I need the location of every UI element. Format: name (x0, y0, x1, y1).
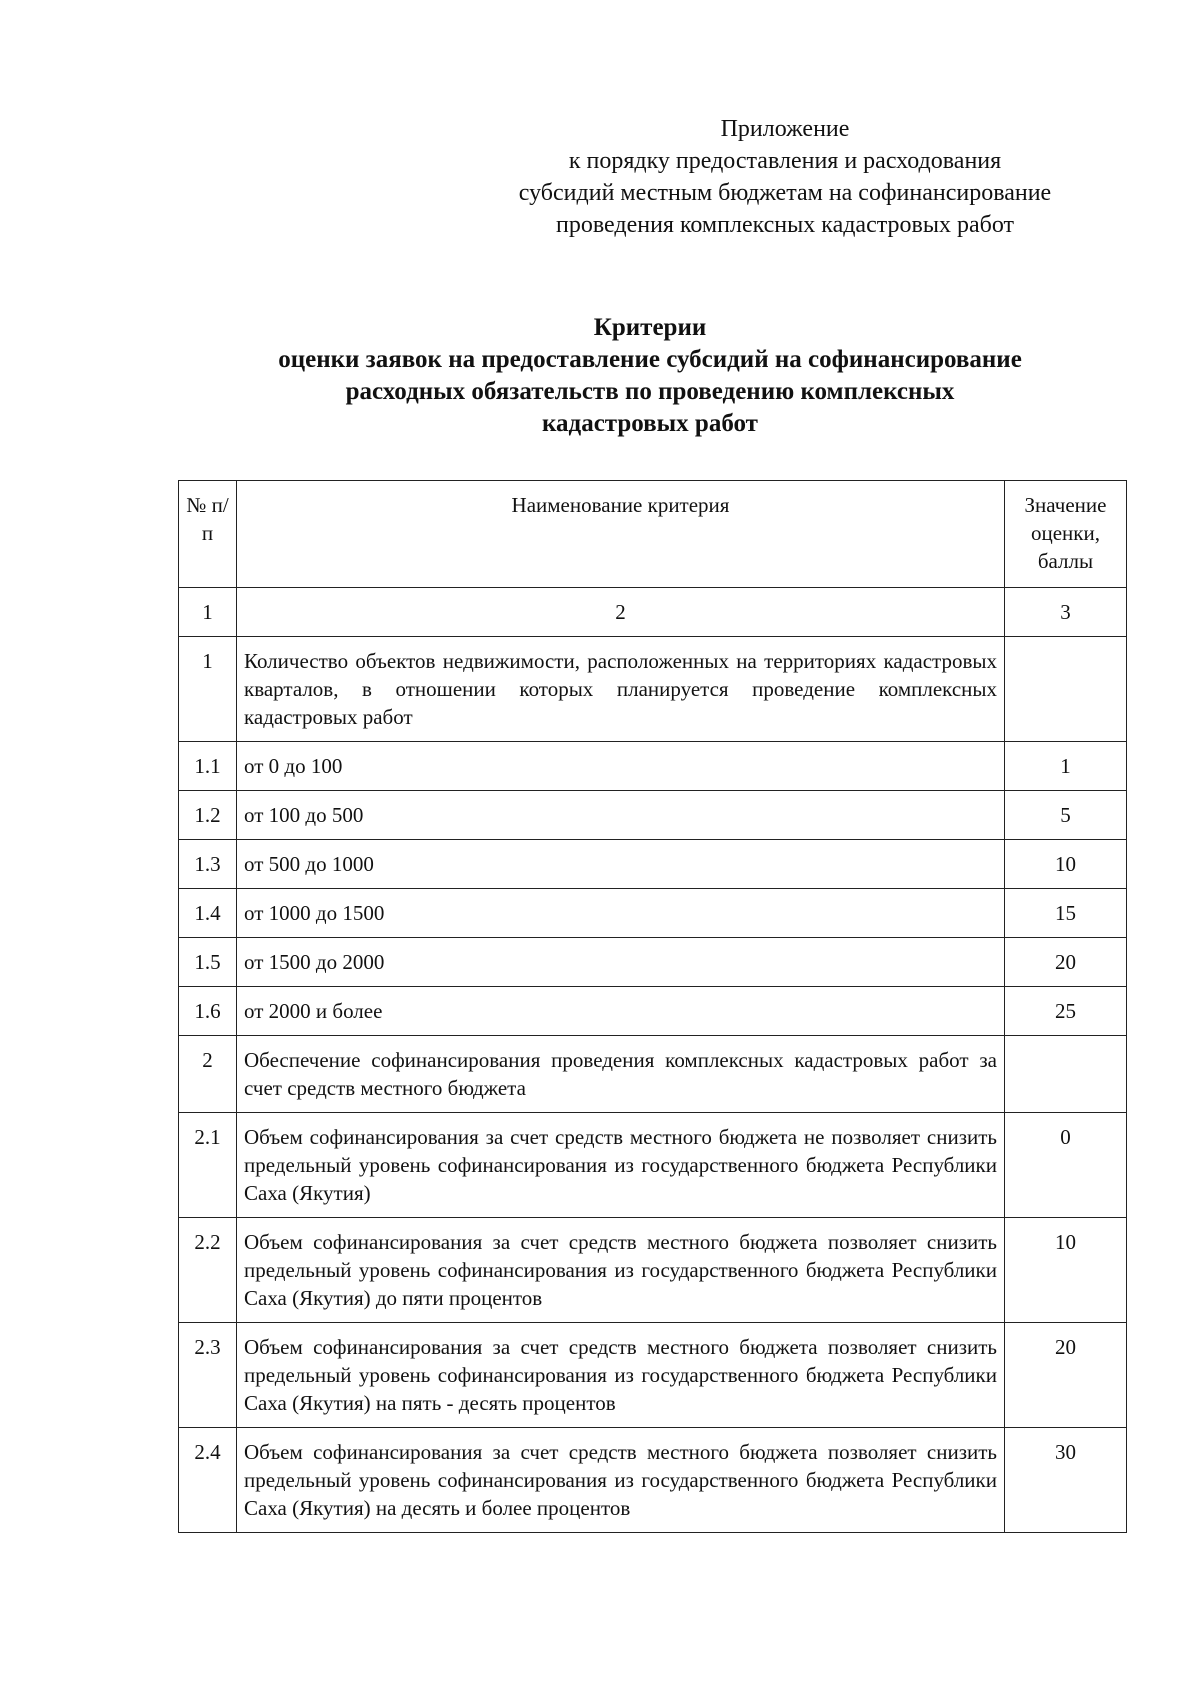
row-criterion: Обеспечение софинансирования проведения комплексных кадастровых работ за счет средств местного бюджета (237, 1036, 1005, 1113)
row-number: 2.1 (179, 1113, 237, 1218)
row-criterion: Количество объектов недвижимости, расположенных на территориях кадастровых кварталов, в отношении которых планируется проведение комплексных кадастровых работ (237, 637, 1005, 742)
row-value (1005, 637, 1127, 742)
row-number: 2.4 (179, 1428, 237, 1533)
row-criterion: от 0 до 100 (237, 742, 1005, 791)
header-name: Наименование критерия (237, 481, 1005, 588)
column-number-2: 2 (237, 588, 1005, 637)
document-title (180, 312, 1120, 440)
table-row (179, 938, 1127, 987)
title-line-2: оценки заявок на предоставление субсидий на софинансирование (278, 346, 1022, 373)
row-number: 1.3 (179, 840, 237, 889)
row-criterion: от 500 до 1000 (237, 840, 1005, 889)
row-criterion: Объем софинансирования за счет средств местного бюджета позволяет снизить предельный уровень софинансирования из государственного бюджета Республики Саха (Якутия) на десять и более процентов (237, 1428, 1005, 1533)
table-row (179, 889, 1127, 938)
row-number: 1.4 (179, 889, 237, 938)
title-line-4: кадастровых работ (542, 410, 758, 437)
appendix-line-2: к порядку предоставления и расходования (568, 148, 1002, 174)
row-value: 30 (1005, 1428, 1127, 1533)
column-numbers-row (179, 588, 1127, 637)
row-criterion: от 1500 до 2000 (237, 938, 1005, 987)
row-value: 20 (1005, 1323, 1127, 1428)
title-line-3: расходных обязательств по проведению комплексных (345, 378, 955, 405)
row-value: 10 (1005, 840, 1127, 889)
row-number: 1.6 (179, 987, 237, 1036)
header-number: № п/п (179, 481, 237, 588)
row-number: 1.5 (179, 938, 237, 987)
appendix-heading (440, 113, 1130, 241)
table-row (179, 637, 1127, 742)
row-number: 1.1 (179, 742, 237, 791)
row-criterion: от 1000 до 1500 (237, 889, 1005, 938)
table-row (179, 1036, 1127, 1113)
table-row (179, 1323, 1127, 1428)
table-row (179, 1218, 1127, 1323)
appendix-line-1: Приложение (720, 116, 850, 142)
row-value: 5 (1005, 791, 1127, 840)
column-number-1: 1 (179, 588, 237, 637)
table-header-row (179, 481, 1127, 588)
table-row (179, 1113, 1127, 1218)
row-criterion: Объем софинансирования за счет средств местного бюджета позволяет снизить предельный уровень софинансирования из государственного бюджета Республики Саха (Якутия) на пять - десять процентов (237, 1323, 1005, 1428)
row-number: 2.2 (179, 1218, 237, 1323)
column-number-3: 3 (1005, 588, 1127, 637)
table-row (179, 840, 1127, 889)
table-row (179, 791, 1127, 840)
table-row (179, 742, 1127, 791)
title-line-1: Критерии (593, 314, 707, 341)
row-value: 10 (1005, 1218, 1127, 1323)
row-value: 15 (1005, 889, 1127, 938)
row-number: 2 (179, 1036, 237, 1113)
appendix-line-3: субсидий местным бюджетам на софинансирование (518, 180, 1052, 206)
table-row (179, 987, 1127, 1036)
row-criterion: Объем софинансирования за счет средств местного бюджета не позволяет снизить предельный уровень софинансирования из государственного бюджета Республики Саха (Якутия) (237, 1113, 1005, 1218)
row-number: 1 (179, 637, 237, 742)
row-criterion: Объем софинансирования за счет средств местного бюджета позволяет снизить предельный уровень софинансирования из государственного бюджета Республики Саха (Якутия) до пяти процентов (237, 1218, 1005, 1323)
appendix-line-4: проведения комплексных кадастровых работ (555, 212, 1015, 238)
row-criterion: от 100 до 500 (237, 791, 1005, 840)
row-number: 1.2 (179, 791, 237, 840)
row-value: 1 (1005, 742, 1127, 791)
row-value (1005, 1036, 1127, 1113)
row-number: 2.3 (179, 1323, 237, 1428)
row-value: 0 (1005, 1113, 1127, 1218)
row-criterion: от 2000 и более (237, 987, 1005, 1036)
row-value: 20 (1005, 938, 1127, 987)
row-value: 25 (1005, 987, 1127, 1036)
criteria-table (178, 480, 1127, 1533)
header-value: Значение оценки, баллы (1005, 481, 1127, 588)
table-row (179, 1428, 1127, 1533)
